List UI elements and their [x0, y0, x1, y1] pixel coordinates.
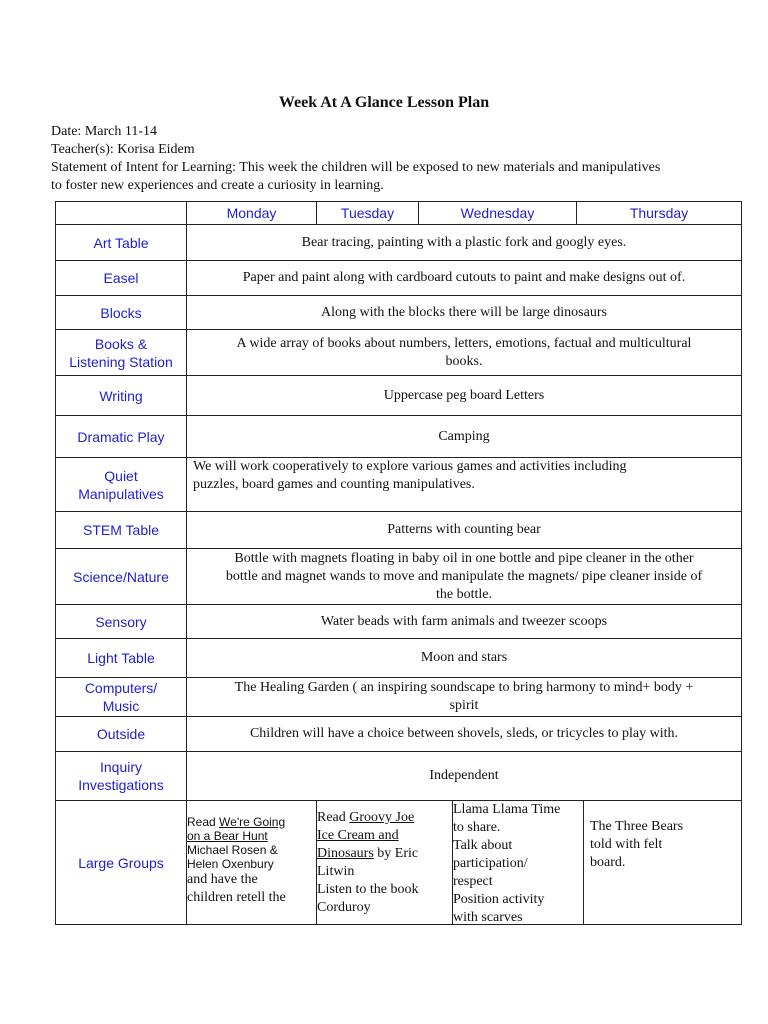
row-content-quiet-line2: puzzles, board games and counting manipulatives. — [193, 477, 475, 492]
wednesday-line5: respect — [453, 874, 493, 889]
tuesday-listen-line: Listen to the book — [317, 882, 419, 897]
row-content-computers-line2: spirit — [449, 698, 479, 713]
row-content-easel: Paper and paint along with cardboard cutouts to paint and make designs out of. — [186, 260, 742, 296]
row-label-computers-music — [55, 677, 187, 717]
day-header-thursday: Thursday — [576, 201, 742, 225]
tuesday-book-title-line3: Dinosaurs — [317, 846, 374, 861]
intent-line-1: Statement of Intent for Learning: This week the children will be exposed to new materials and manipulatives — [51, 160, 661, 175]
intent-line-2: to foster new experiences and create a curiosity in learning. — [51, 178, 384, 193]
row-label-inquiry-line1: Inquiry — [99, 759, 143, 775]
row-content-inquiry-investigations: Independent — [186, 751, 742, 801]
tuesday-book-corduroy: Corduroy — [317, 900, 371, 915]
tuesday-book-title-line2: Ice Cream and — [317, 828, 399, 843]
row-label-quiet-manipulatives — [55, 457, 187, 512]
page-title: Week At A Glance Lesson Plan — [278, 94, 490, 111]
row-content-writing: Uppercase peg board Letters — [186, 375, 742, 416]
row-label-books-line1: Books & — [94, 335, 148, 352]
row-content-sensory: Water beads with farm animals and tweezer scoops — [186, 604, 742, 639]
row-label-quiet-line2: Manipulatives — [78, 485, 164, 502]
wednesday-line3: Talk about — [453, 838, 513, 853]
row-label-easel: Easel — [55, 260, 187, 296]
wednesday-line1: Llama Llama Time — [453, 802, 561, 817]
row-label-inquiry-line2: Investigations — [78, 777, 164, 793]
row-label-writing: Writing — [55, 375, 187, 416]
wednesday-line6: Position activity — [453, 892, 545, 907]
day-header-tuesday: Tuesday — [316, 201, 419, 225]
monday-read-label: Read — [187, 815, 220, 829]
large-groups-tuesday — [316, 800, 453, 925]
row-content-books-line1: A wide array of books about numbers, letters, emotions, factual and multicultural — [236, 335, 692, 351]
tuesday-book-title-line1: Groovy Joe — [349, 810, 415, 825]
row-content-quiet-line1: We will work cooperatively to explore various games and activities including — [193, 459, 627, 474]
wednesday-line2: to share. — [453, 820, 501, 835]
day-header-wednesday: Wednesday — [418, 201, 577, 225]
row-content-science-nature — [186, 548, 742, 605]
large-groups-thursday — [583, 800, 742, 925]
row-label-blocks: Blocks — [55, 295, 187, 330]
row-label-inquiry-investigations — [55, 751, 187, 801]
wednesday-line4: participation/ — [453, 856, 528, 871]
row-label-stem-table: STEM Table — [55, 511, 187, 549]
row-label-quiet-line1: Quiet — [104, 467, 138, 484]
monday-authors-line1: Michael Rosen & — [187, 843, 278, 857]
tuesday-author-line2: Litwin — [317, 864, 355, 879]
row-content-light-table: Moon and stars — [186, 638, 742, 678]
monday-book-title-line2: on a Bear Hunt — [187, 829, 268, 843]
row-content-blocks: Along with the blocks there will be large dinosaurs — [186, 295, 742, 330]
thursday-line1: The Three Bears — [590, 819, 684, 834]
day-header-monday: Monday — [186, 201, 317, 225]
row-content-computers-line1: The Healing Garden ( an inspiring soundscape to bring harmony to mind+ body + — [234, 680, 694, 695]
row-label-science-nature: Science/Nature — [55, 548, 187, 605]
row-content-computers-music — [186, 677, 742, 717]
thursday-line2: told with felt — [590, 837, 663, 852]
row-content-quiet-manipulatives — [186, 457, 742, 512]
monday-rest-line1: and have the — [187, 872, 258, 887]
row-label-computers-line1: Computers/ — [84, 680, 158, 696]
monday-rest-line2: children retell the — [187, 890, 286, 905]
row-content-dramatic-play: Camping — [186, 415, 742, 458]
row-label-outside: Outside — [55, 716, 187, 752]
row-label-light-table: Light Table — [55, 638, 187, 678]
row-label-books — [55, 329, 187, 376]
teacher-line: Teacher(s): Korisa Eidem — [51, 142, 195, 157]
row-label-computers-line2: Music — [102, 698, 140, 714]
row-label-books-line2: Listening Station — [69, 353, 173, 370]
row-content-books-line2: books. — [445, 353, 483, 369]
large-groups-monday — [186, 800, 317, 925]
row-content-science-line2: bottle and magnet wands to move and manipulate the magnets/ pipe cleaner inside of — [225, 568, 703, 584]
monday-authors-line2: Helen Oxenbury — [187, 857, 274, 871]
tuesday-by-author: by Eric — [373, 846, 419, 861]
row-content-art-table: Bear tracing, painting with a plastic fork and googly eyes. — [186, 224, 742, 261]
row-content-outside: Children will have a choice between shovels, sleds, or tricycles to play with. — [186, 716, 742, 752]
row-content-stem-table: Patterns with counting bear — [186, 511, 742, 549]
wednesday-line7: with scarves — [453, 910, 523, 925]
monday-book-title-line1: We're Going — [219, 815, 286, 829]
row-content-science-line1: Bottle with magnets floating in baby oil in one bottle and pipe cleaner in the other — [234, 550, 694, 566]
tuesday-read-label: Read — [317, 810, 350, 825]
row-content-science-line3: the bottle. — [436, 586, 492, 602]
large-groups-wednesday — [452, 800, 584, 925]
row-content-books — [186, 329, 742, 376]
thursday-line3: board. — [590, 855, 626, 870]
row-label-dramatic-play: Dramatic Play — [55, 415, 187, 458]
row-label-large-groups: Large Groups — [55, 800, 187, 925]
date-line: Date: March 11-14 — [51, 124, 157, 139]
row-label-art-table: Art Table — [55, 224, 187, 261]
row-label-sensory: Sensory — [55, 604, 187, 639]
header-blank-cell — [55, 201, 187, 225]
